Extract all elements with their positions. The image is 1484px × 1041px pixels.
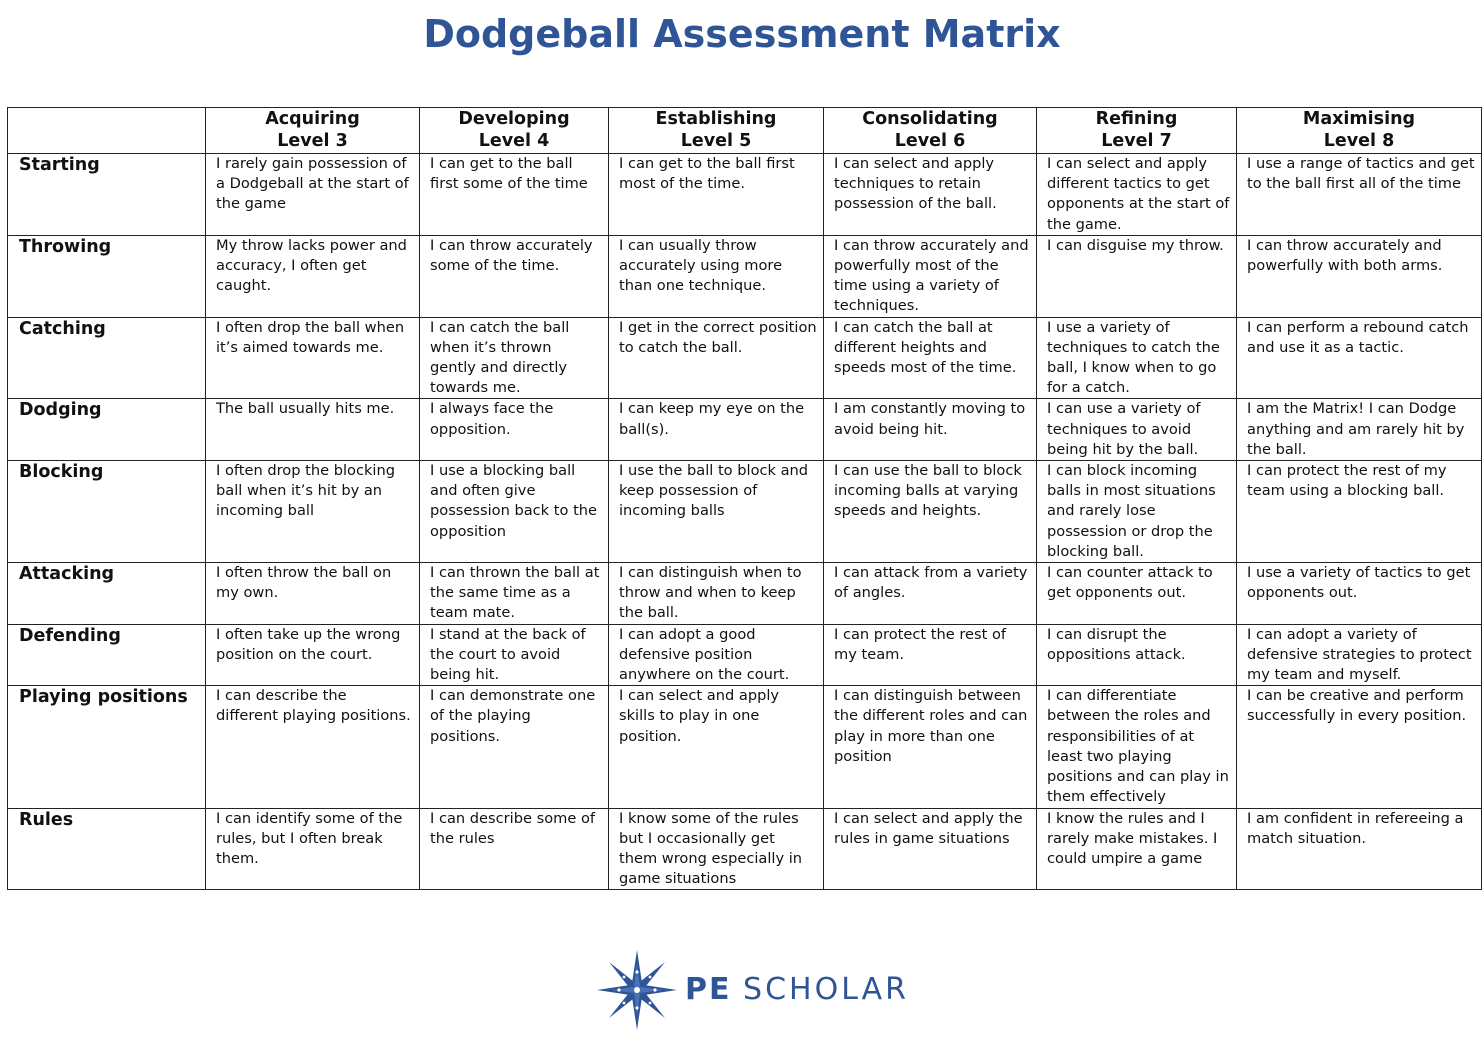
skill-label: Starting	[8, 154, 206, 236]
descriptor-cell: I know some of the rules but I occasionally get them wrong especially in game situations	[609, 808, 824, 890]
table-row	[8, 624, 1482, 686]
descriptor-cell: I often drop the ball when it’s aimed towards me.	[206, 317, 420, 399]
descriptor-cell: The ball usually hits me.	[206, 399, 420, 461]
level-header: Establishing Level 5	[609, 108, 824, 154]
descriptor-cell: I can describe the different playing positions.	[206, 686, 420, 808]
descriptor-cell: I can disrupt the oppositions attack.	[1037, 624, 1237, 686]
level-header: Maximising Level 8	[1237, 108, 1482, 154]
descriptor-cell: I can distinguish when to throw and when to keep the ball.	[609, 563, 824, 625]
descriptor-cell: I can identify some of the rules, but I often break them.	[206, 808, 420, 890]
descriptor-cell: I can distinguish between the different roles and can play in more than one position	[824, 686, 1037, 808]
table-row	[8, 399, 1482, 461]
descriptor-cell: I can differentiate between the roles and responsibilities of at least two playing positions and can play in them effectively	[1037, 686, 1237, 808]
skill-label: Playing positions	[8, 686, 206, 808]
skill-label: Blocking	[8, 461, 206, 563]
descriptor-cell: I can catch the ball at different heights and speeds most of the time.	[824, 317, 1037, 399]
table-row	[8, 317, 1482, 399]
descriptor-cell: I can get to the ball first some of the time	[420, 154, 609, 236]
descriptor-cell: I use a range of tactics and get to the ball first all of the time	[1237, 154, 1482, 236]
descriptor-cell: I can demonstrate one of the playing positions.	[420, 686, 609, 808]
descriptor-cell: I can throw accurately some of the time.	[420, 235, 609, 317]
descriptor-cell: I often drop the blocking ball when it’s hit by an incoming ball	[206, 461, 420, 563]
descriptor-cell: I can adopt a variety of defensive strategies to protect my team and myself.	[1237, 624, 1482, 686]
descriptor-cell: I can thrown the ball at the same time as a team mate.	[420, 563, 609, 625]
descriptor-cell: I can get to the ball first most of the time.	[609, 154, 824, 236]
descriptor-cell: I use the ball to block and keep possession of incoming balls	[609, 461, 824, 563]
star-compass-icon	[597, 950, 677, 1030]
skill-label: Attacking	[8, 563, 206, 625]
table-row	[8, 235, 1482, 317]
brand-name: PE SCHOLAR	[685, 972, 909, 1007]
descriptor-cell: I can disguise my throw.	[1037, 235, 1237, 317]
descriptor-cell: I can select and apply techniques to retain possession of the ball.	[824, 154, 1037, 236]
skill-label: Catching	[8, 317, 206, 399]
descriptor-cell: I can usually throw accurately using more than one technique.	[609, 235, 824, 317]
descriptor-cell: I can describe some of the rules	[420, 808, 609, 890]
descriptor-cell: I can protect the rest of my team using a blocking ball.	[1237, 461, 1482, 563]
descriptor-cell: I can attack from a variety of angles.	[824, 563, 1037, 625]
descriptor-cell: I rarely gain possession of a Dodgeball at the start of the game	[206, 154, 420, 236]
skill-label: Dodging	[8, 399, 206, 461]
descriptor-cell: I stand at the back of the court to avoid being hit.	[420, 624, 609, 686]
skill-label: Defending	[8, 624, 206, 686]
descriptor-cell: I can throw accurately and powerfully with both arms.	[1237, 235, 1482, 317]
skill-label: Rules	[8, 808, 206, 890]
descriptor-cell: I am the Matrix! I can Dodge anything and am rarely hit by the ball.	[1237, 399, 1482, 461]
descriptor-cell: I can select and apply the rules in game situations	[824, 808, 1037, 890]
descriptor-cell: I can throw accurately and powerfully most of the time using a variety of techniques.	[824, 235, 1037, 317]
descriptor-cell: I know the rules and I rarely make mistakes. I could umpire a game	[1037, 808, 1237, 890]
descriptor-cell: I can adopt a good defensive position anywhere on the court.	[609, 624, 824, 686]
table-row	[8, 461, 1482, 563]
descriptor-cell: I use a variety of tactics to get opponents out.	[1237, 563, 1482, 625]
descriptor-cell: I use a variety of techniques to catch the ball, I know when to go for a catch.	[1037, 317, 1237, 399]
descriptor-cell: My throw lacks power and accuracy, I often get caught.	[206, 235, 420, 317]
table-row	[8, 808, 1482, 890]
header-row	[8, 108, 1482, 154]
descriptor-cell: I can catch the ball when it’s thrown gently and directly towards me.	[420, 317, 609, 399]
descriptor-cell: I can perform a rebound catch and use it as a tactic.	[1237, 317, 1482, 399]
descriptor-cell: I can use the ball to block incoming balls at varying speeds and heights.	[824, 461, 1037, 563]
level-header: Developing Level 4	[420, 108, 609, 154]
descriptor-cell: I can select and apply skills to play in one position.	[609, 686, 824, 808]
descriptor-cell: I am constantly moving to avoid being hit.	[824, 399, 1037, 461]
skill-label: Throwing	[8, 235, 206, 317]
table-row	[8, 154, 1482, 236]
level-header: Refining Level 7	[1037, 108, 1237, 154]
descriptor-cell: I can protect the rest of my team.	[824, 624, 1037, 686]
assessment-matrix	[7, 107, 1482, 890]
descriptor-cell: I get in the correct position to catch the ball.	[609, 317, 824, 399]
descriptor-cell: I often throw the ball on my own.	[206, 563, 420, 625]
descriptor-cell: I am confident in refereeing a match situation.	[1237, 808, 1482, 890]
descriptor-cell: I can use a variety of techniques to avoid being hit by the ball.	[1037, 399, 1237, 461]
descriptor-cell: I can block incoming balls in most situations and rarely lose possession or drop the blocking ball.	[1037, 461, 1237, 563]
descriptor-cell: I often take up the wrong position on the court.	[206, 624, 420, 686]
table-row	[8, 686, 1482, 808]
descriptor-cell: I can keep my eye on the ball(s).	[609, 399, 824, 461]
page-title: Dodgeball Assessment Matrix	[423, 12, 1061, 56]
descriptor-cell: I use a blocking ball and often give possession back to the opposition	[420, 461, 609, 563]
footer-logo	[597, 950, 917, 1030]
descriptor-cell: I can counter attack to get opponents out.	[1037, 563, 1237, 625]
level-header: Consolidating Level 6	[824, 108, 1037, 154]
table-row	[8, 563, 1482, 625]
corner-cell	[8, 108, 206, 154]
level-header: Acquiring Level 3	[206, 108, 420, 154]
descriptor-cell: I can select and apply different tactics to get opponents at the start of the game.	[1037, 154, 1237, 236]
descriptor-cell: I can be creative and perform successfully in every position.	[1237, 686, 1482, 808]
descriptor-cell: I always face the opposition.	[420, 399, 609, 461]
